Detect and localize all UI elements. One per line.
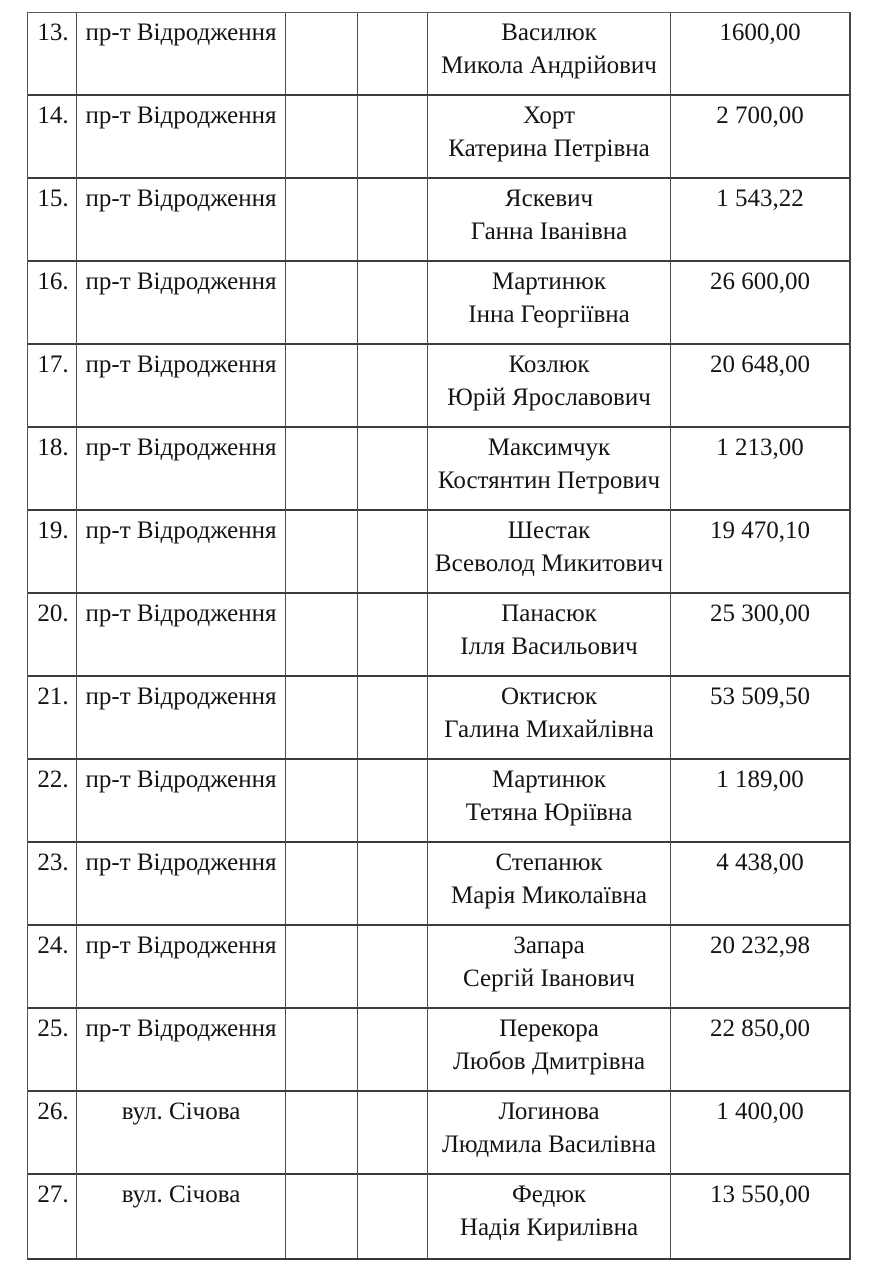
person-name-cell xyxy=(428,1092,671,1175)
empty-cell-1 xyxy=(286,96,358,179)
person-given-names: Інна Георгіївна xyxy=(468,301,630,328)
person-name-cell xyxy=(428,96,671,179)
payments-table xyxy=(27,12,851,1260)
empty-cell-1 xyxy=(286,511,358,594)
person-given-names: Марія Миколаївна xyxy=(451,882,647,909)
empty-cell-2 xyxy=(358,1175,428,1258)
person-given-names: Юрій Ярославович xyxy=(447,384,651,411)
person-given-names: Всеволод Микитович xyxy=(434,550,664,577)
person-given-names: Ілля Васильович xyxy=(460,633,638,660)
street-cell: пр-т Відродження xyxy=(77,511,286,594)
street-cell: пр-т Відродження xyxy=(77,13,286,96)
person-surname: Запара xyxy=(513,932,585,959)
person-name-cell xyxy=(428,13,671,96)
person-surname: Перекора xyxy=(499,1015,599,1042)
empty-cell-2 xyxy=(358,96,428,179)
person-name-cell xyxy=(428,1175,671,1258)
empty-cell-2 xyxy=(358,926,428,1009)
person-surname: Максимчук xyxy=(487,434,611,461)
empty-cell-1 xyxy=(286,345,358,428)
row-number-cell: 24. xyxy=(28,926,77,1009)
empty-cell-2 xyxy=(358,179,428,262)
row-number-cell: 16. xyxy=(28,262,77,345)
street-cell: вул. Січова xyxy=(77,1175,286,1258)
street-cell: пр-т Відродження xyxy=(77,843,286,926)
person-given-names: Надія Кирилівна xyxy=(459,1214,639,1241)
empty-cell-2 xyxy=(358,594,428,677)
empty-cell-1 xyxy=(286,262,358,345)
person-given-names: Ганна Іванівна xyxy=(470,218,628,245)
empty-cell-2 xyxy=(358,428,428,511)
empty-cell-1 xyxy=(286,677,358,760)
person-given-names: Людмила Василівна xyxy=(441,1131,657,1158)
street-cell: пр-т Відродження xyxy=(77,760,286,843)
row-number-cell: 19. xyxy=(28,511,77,594)
empty-cell-1 xyxy=(286,926,358,1009)
person-name-cell xyxy=(428,677,671,760)
person-given-names: Сергій Іванович xyxy=(463,965,635,992)
empty-cell-1 xyxy=(286,428,358,511)
amount-cell: 4 438,00 xyxy=(671,843,849,926)
person-surname: Шестак xyxy=(507,517,591,544)
amount-cell: 1 400,00 xyxy=(671,1092,849,1175)
amount-cell: 19 470,10 xyxy=(671,511,849,594)
street-cell: пр-т Відродження xyxy=(77,262,286,345)
amount-cell: 25 300,00 xyxy=(671,594,849,677)
row-number-cell: 14. xyxy=(28,96,77,179)
row-number-cell: 25. xyxy=(28,1009,77,1092)
empty-cell-2 xyxy=(358,1092,428,1175)
person-surname: Василюк xyxy=(501,19,597,46)
street-cell: пр-т Відродження xyxy=(77,179,286,262)
street-cell: пр-т Відродження xyxy=(77,428,286,511)
person-name-cell xyxy=(428,511,671,594)
person-surname: Хорт xyxy=(522,102,576,129)
row-number-cell: 17. xyxy=(28,345,77,428)
empty-cell-2 xyxy=(358,677,428,760)
empty-cell-2 xyxy=(358,511,428,594)
row-number-cell: 23. xyxy=(28,843,77,926)
row-number-cell: 18. xyxy=(28,428,77,511)
person-name-cell xyxy=(428,428,671,511)
person-name-cell xyxy=(428,760,671,843)
person-given-names: Костянтин Петрович xyxy=(437,467,661,494)
row-number-cell: 22. xyxy=(28,760,77,843)
person-given-names: Галина Михайлівна xyxy=(444,716,654,743)
row-number-cell: 20. xyxy=(28,594,77,677)
row-number-cell: 27. xyxy=(28,1175,77,1258)
empty-cell-1 xyxy=(286,1009,358,1092)
person-given-names: Микола Андрійович xyxy=(441,52,657,79)
street-cell: пр-т Відродження xyxy=(77,1009,286,1092)
row-number-cell: 15. xyxy=(28,179,77,262)
empty-cell-2 xyxy=(358,13,428,96)
street-cell: пр-т Відродження xyxy=(77,926,286,1009)
amount-cell: 2 700,00 xyxy=(671,96,849,179)
person-name-cell xyxy=(428,1009,671,1092)
amount-cell: 13 550,00 xyxy=(710,1181,810,1208)
amount-cell: 22 850,00 xyxy=(671,1009,849,1092)
person-name-cell xyxy=(428,179,671,262)
empty-cell-2 xyxy=(358,843,428,926)
street-cell: пр-т Відродження xyxy=(77,594,286,677)
amount-cell: 1600,00 xyxy=(671,13,849,96)
empty-cell-1 xyxy=(286,760,358,843)
person-surname: Степанюк xyxy=(495,849,603,876)
empty-cell-1 xyxy=(286,1092,358,1175)
empty-cell-2 xyxy=(358,1009,428,1092)
amount-cell: 1 189,00 xyxy=(671,760,849,843)
person-name-cell xyxy=(428,843,671,926)
empty-cell-1 xyxy=(286,179,358,262)
empty-cell-1 xyxy=(286,1175,358,1258)
amount-cell: 20 648,00 xyxy=(671,345,849,428)
empty-cell-1 xyxy=(286,843,358,926)
empty-cell-2 xyxy=(358,262,428,345)
empty-cell-1 xyxy=(286,594,358,677)
row-number-cell: 21. xyxy=(28,677,77,760)
empty-cell-2 xyxy=(358,345,428,428)
street-cell: пр-т Відродження xyxy=(77,677,286,760)
amount-cell: 20 232,98 xyxy=(671,926,849,1009)
person-surname: Яскевич xyxy=(504,185,594,212)
amount-cell: 26 600,00 xyxy=(671,262,849,345)
empty-cell-1 xyxy=(286,13,358,96)
person-surname: Логинова xyxy=(498,1098,600,1125)
empty-cell-2 xyxy=(358,760,428,843)
person-surname: Мартинюк xyxy=(491,766,606,793)
amount-cell: 53 509,50 xyxy=(671,677,849,760)
person-name-cell xyxy=(428,345,671,428)
person-name-cell xyxy=(428,594,671,677)
table-grid xyxy=(28,13,849,1258)
street-cell: вул. Січова xyxy=(77,1092,286,1175)
street-cell: пр-т Відродження xyxy=(77,96,286,179)
person-given-names: Тетяна Юріївна xyxy=(465,799,633,826)
person-surname: Панасюк xyxy=(501,600,597,627)
person-surname: Федюк xyxy=(511,1181,587,1208)
row-number-cell: 13. xyxy=(28,13,77,96)
person-name-cell xyxy=(428,262,671,345)
row-number-cell: 26. xyxy=(28,1092,77,1175)
person-surname: Октисюк xyxy=(500,683,598,710)
person-surname: Козлюк xyxy=(508,351,590,378)
person-name-cell xyxy=(428,926,671,1009)
person-given-names: Любов Дмитрівна xyxy=(452,1048,646,1075)
street-cell: пр-т Відродження xyxy=(77,345,286,428)
amount-cell: 1 543,22 xyxy=(671,179,849,262)
person-given-names: Катерина Петрівна xyxy=(448,135,650,162)
amount-cell: 1 213,00 xyxy=(671,428,849,511)
person-surname: Мартинюк xyxy=(491,268,606,295)
